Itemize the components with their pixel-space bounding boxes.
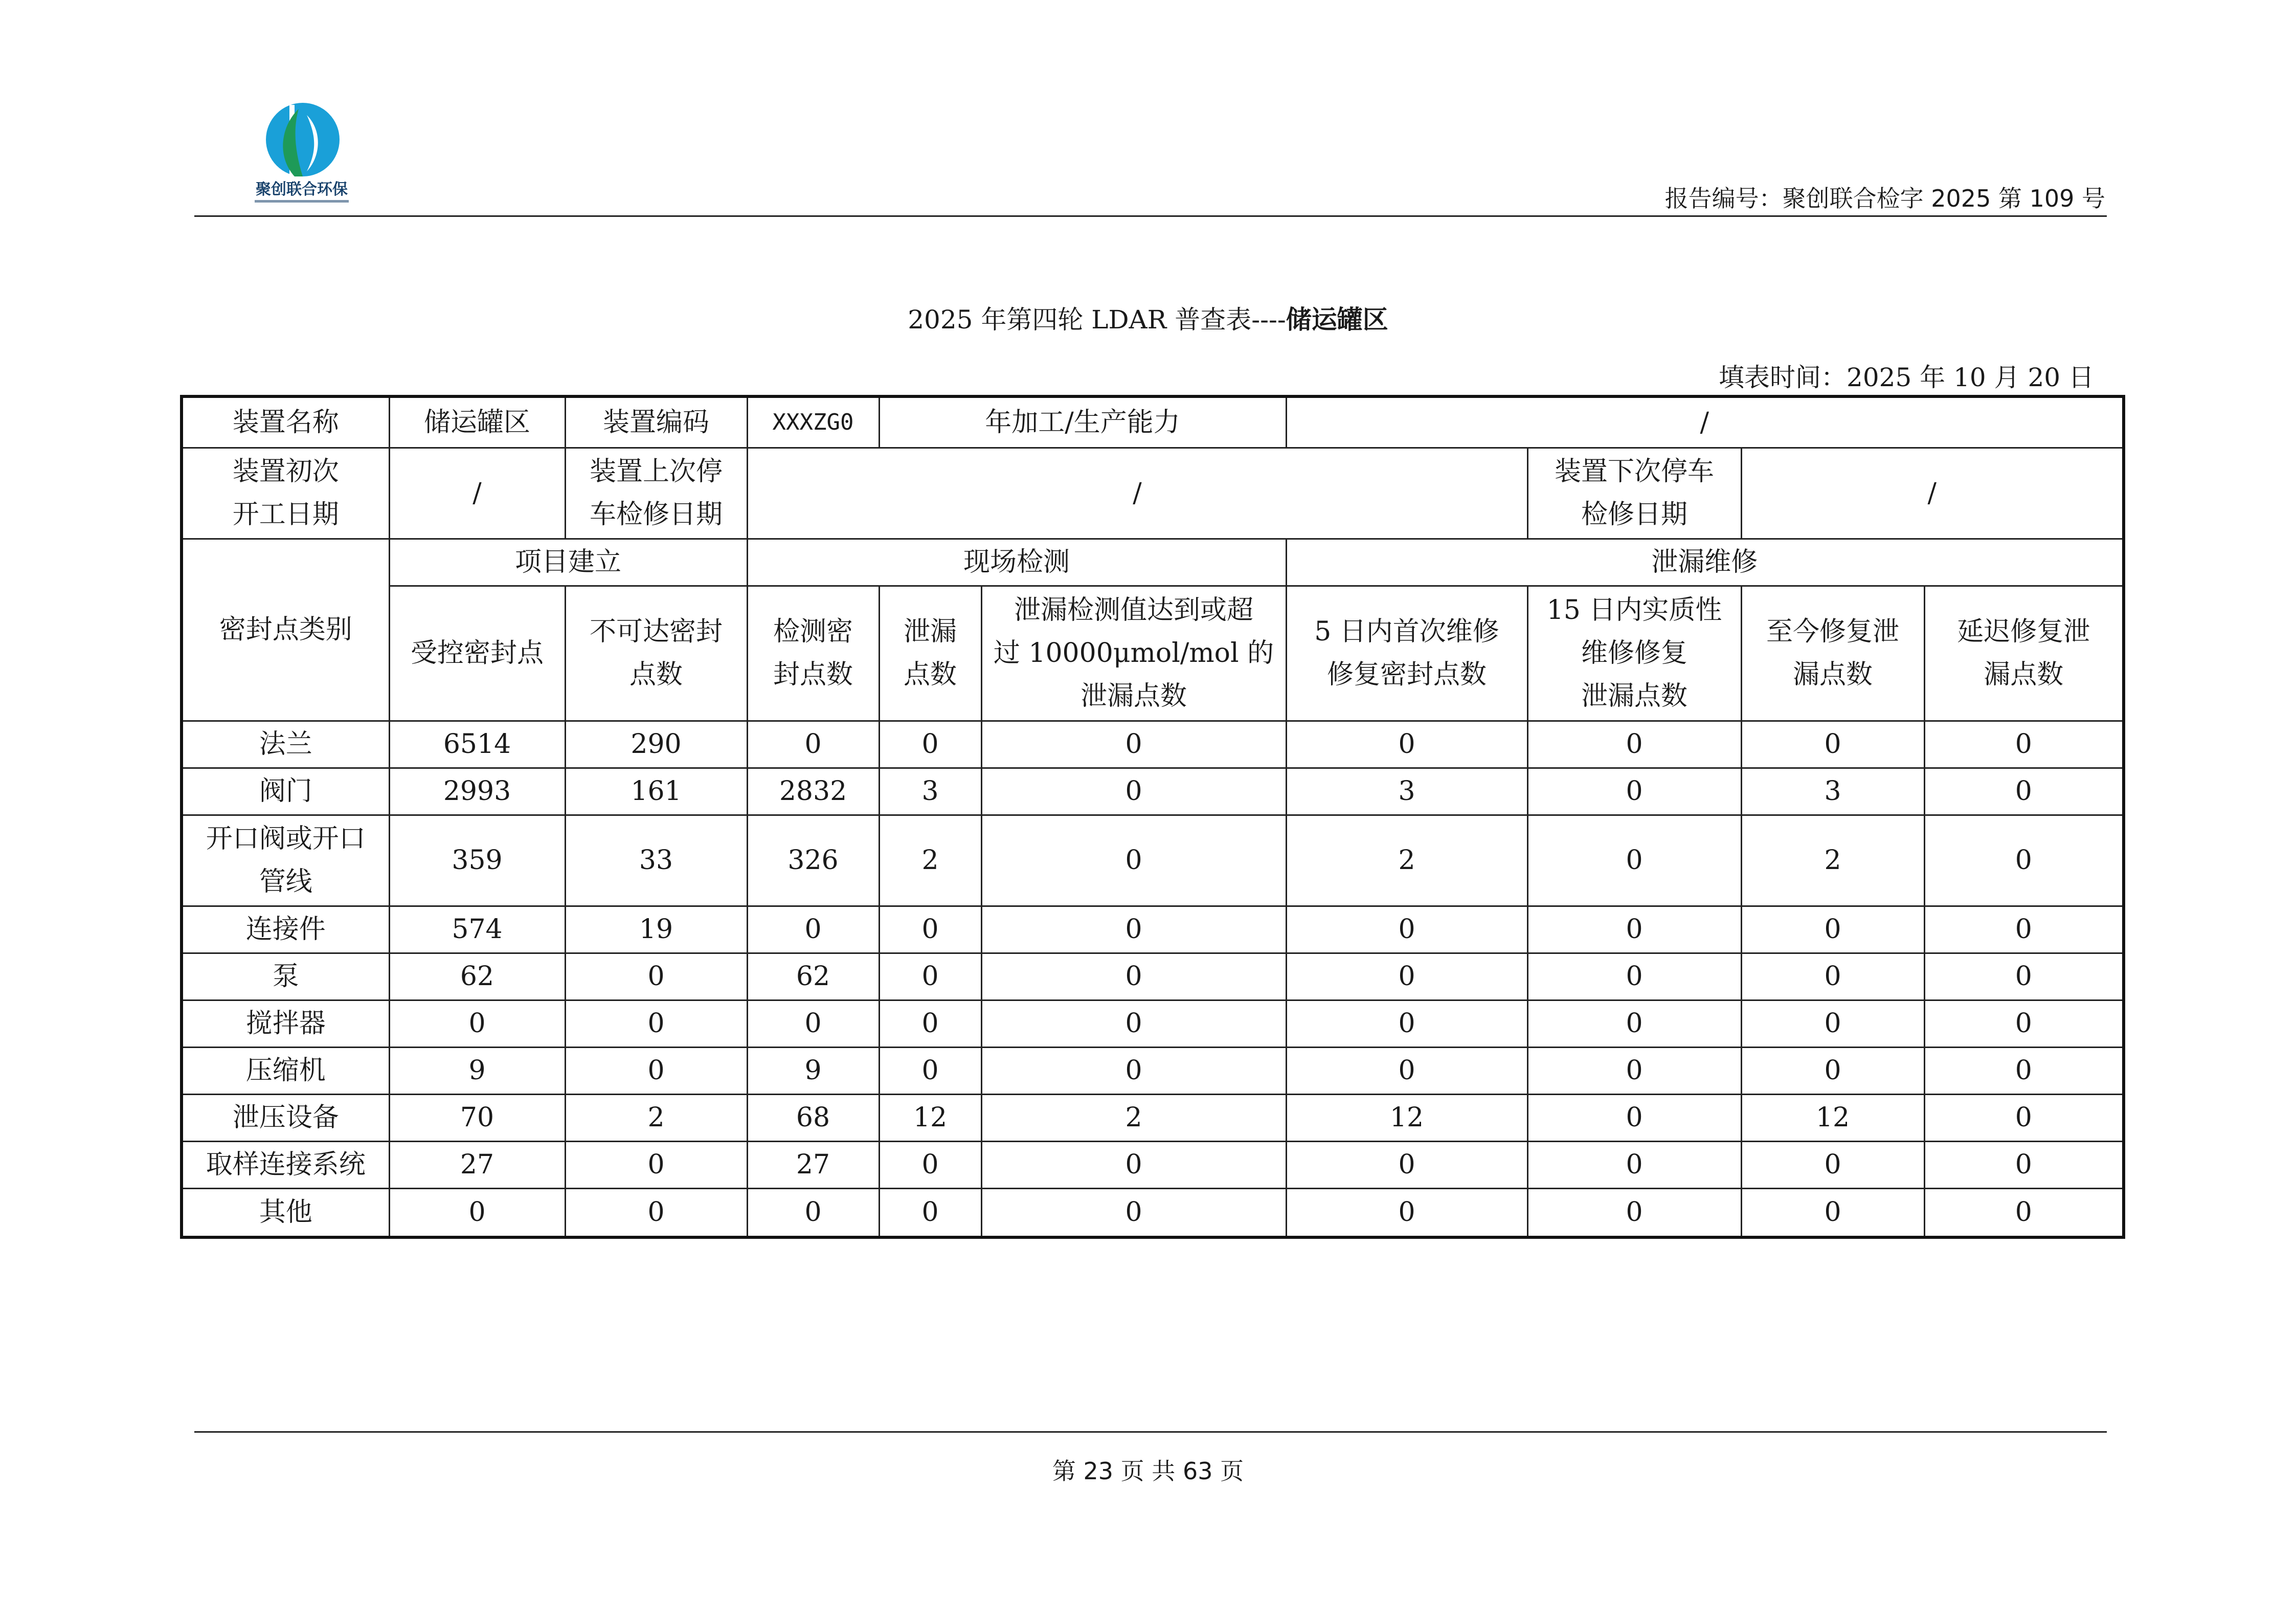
value-cell: 62 <box>747 953 879 1000</box>
col-controlled-points: 受控密封点 <box>389 586 565 721</box>
table-row <box>182 1141 2124 1188</box>
value-cell: 0 <box>981 1000 1286 1047</box>
value-cell: 0 <box>1741 953 1924 1000</box>
value-cell: 0 <box>1741 1141 1924 1188</box>
value-cell: 574 <box>389 906 565 953</box>
value-cell: 2 <box>1741 815 1924 906</box>
last-overhaul-label: 装置上次停 车检修日期 <box>565 448 747 539</box>
seal-type-cell: 取样连接系统 <box>182 1141 389 1188</box>
page-total: 63 <box>1182 1457 1213 1485</box>
col-repaired-to-date: 至今修复泄 漏点数 <box>1741 586 1924 721</box>
value-cell: 2 <box>879 815 981 906</box>
seal-type-cell: 泵 <box>182 953 389 1000</box>
value-cell: 0 <box>1527 1000 1741 1047</box>
page-number <box>0 1453 2296 1486</box>
page-suffix: 页 <box>1212 1457 1244 1485</box>
group-detection-header: 现场检测 <box>747 539 1286 586</box>
seal-type-cell: 搅拌器 <box>182 1000 389 1047</box>
page-middle: 页 共 <box>1113 1457 1183 1485</box>
ldar-survey-table <box>180 395 2125 1239</box>
seal-type-cell: 其他 <box>182 1188 389 1237</box>
title-area: 储运罐区 <box>1286 305 1388 335</box>
value-cell: 0 <box>565 1188 747 1237</box>
value-cell: 19 <box>565 906 747 953</box>
value-cell: 0 <box>981 953 1286 1000</box>
group-setup-header: 项目建立 <box>389 539 747 586</box>
value-cell: 0 <box>1741 1188 1924 1237</box>
col-leak-points: 泄漏 点数 <box>879 586 981 721</box>
value-cell: 0 <box>1924 906 2124 953</box>
first-start-label: 装置初次 开工日期 <box>182 448 389 539</box>
device-code-label: 装置编码 <box>565 396 747 448</box>
value-cell: 0 <box>1286 1000 1527 1047</box>
device-name-label: 装置名称 <box>182 396 389 448</box>
table-row <box>182 953 2124 1000</box>
value-cell: 0 <box>565 953 747 1000</box>
group-repair-header: 泄漏维修 <box>1286 539 2124 586</box>
page-prefix: 第 <box>1052 1457 1084 1485</box>
col-first-repair-5day: 5 日内首次维修 修复密封点数 <box>1286 586 1527 721</box>
value-cell: 0 <box>1924 768 2124 815</box>
last-overhaul-value: / <box>747 448 1527 539</box>
value-cell: 0 <box>981 906 1286 953</box>
col-delayed-repair: 延迟修复泄 漏点数 <box>1924 586 2124 721</box>
value-cell: 290 <box>565 721 747 768</box>
value-cell: 0 <box>389 1188 565 1237</box>
seal-type-cell: 泄压设备 <box>182 1094 389 1141</box>
document-title <box>0 299 2296 336</box>
value-cell: 12 <box>1741 1094 1924 1141</box>
value-cell: 0 <box>981 1141 1286 1188</box>
value-cell: 3 <box>879 768 981 815</box>
fill-time: 填表时间：2025 年 10 月 20 日 <box>1719 363 2094 392</box>
value-cell: 0 <box>1527 906 1741 953</box>
value-cell: 0 <box>1527 721 1741 768</box>
seal-type-cell: 阀门 <box>182 768 389 815</box>
value-cell: 9 <box>389 1047 565 1094</box>
value-cell: 27 <box>389 1141 565 1188</box>
value-cell: 0 <box>1741 721 1924 768</box>
title-main: 2025 年第四轮 LDAR 普查表---- <box>908 305 1286 335</box>
table-row <box>182 906 2124 953</box>
value-cell: 0 <box>879 953 981 1000</box>
value-cell: 0 <box>1527 1188 1741 1237</box>
value-cell: 0 <box>1527 1094 1741 1141</box>
value-cell: 3 <box>1741 768 1924 815</box>
value-cell: 0 <box>879 721 981 768</box>
value-cell: 0 <box>981 815 1286 906</box>
value-cell: 0 <box>1527 768 1741 815</box>
value-cell: 359 <box>389 815 565 906</box>
value-cell: 0 <box>1924 953 2124 1000</box>
table-row <box>182 1094 2124 1141</box>
group-header-row <box>182 539 2124 586</box>
value-cell: 0 <box>1527 1047 1741 1094</box>
value-cell: 0 <box>1527 953 1741 1000</box>
value-cell: 33 <box>565 815 747 906</box>
value-cell: 0 <box>879 1000 981 1047</box>
logo-emblem <box>266 103 340 176</box>
value-cell: 0 <box>879 1141 981 1188</box>
table-row <box>182 1188 2124 1237</box>
info-row-1 <box>182 396 2124 448</box>
value-cell: 0 <box>981 1188 1286 1237</box>
value-cell: 0 <box>879 906 981 953</box>
report-number: 报告编号：聚创联合检字 2025 第 109 号 <box>1664 185 2105 212</box>
device-code-value: XXXZG0 <box>747 396 879 448</box>
value-cell: 9 <box>747 1047 879 1094</box>
value-cell: 0 <box>565 1047 747 1094</box>
value-cell: 0 <box>1286 1047 1527 1094</box>
value-cell: 3 <box>1286 768 1527 815</box>
device-name-value: 储运罐区 <box>389 396 565 448</box>
footer-rule <box>194 1431 2107 1433</box>
value-cell: 0 <box>747 721 879 768</box>
column-header-row <box>182 586 2124 721</box>
value-cell: 0 <box>1924 1141 2124 1188</box>
value-cell: 68 <box>747 1094 879 1141</box>
value-cell: 161 <box>565 768 747 815</box>
col-over-threshold-points: 泄漏检测值达到或超 过 10000μmol/mol 的 泄漏点数 <box>981 586 1286 721</box>
value-cell: 62 <box>389 953 565 1000</box>
value-cell: 0 <box>1924 721 2124 768</box>
value-cell: 326 <box>747 815 879 906</box>
value-cell: 12 <box>1286 1094 1527 1141</box>
value-cell: 70 <box>389 1094 565 1141</box>
table-row <box>182 1047 2124 1094</box>
value-cell: 0 <box>747 906 879 953</box>
value-cell: 0 <box>1527 1141 1741 1188</box>
value-cell: 0 <box>981 721 1286 768</box>
col-substantial-repair-15day: 15 日内实质性 维修修复 泄漏点数 <box>1527 586 1741 721</box>
value-cell: 0 <box>1924 1094 2124 1141</box>
col-detected-points: 检测密 封点数 <box>747 586 879 721</box>
value-cell: 0 <box>747 1000 879 1047</box>
value-cell: 0 <box>389 1000 565 1047</box>
value-cell: 0 <box>1286 906 1527 953</box>
seal-type-cell: 开口阀或开口 管线 <box>182 815 389 906</box>
value-cell: 0 <box>1924 1188 2124 1237</box>
table-row <box>182 815 2124 906</box>
value-cell: 2993 <box>389 768 565 815</box>
table-row <box>182 721 2124 768</box>
page-current: 23 <box>1083 1457 1114 1485</box>
info-row-2 <box>182 448 2124 539</box>
value-cell: 2 <box>1286 815 1527 906</box>
value-cell: 2 <box>981 1094 1286 1141</box>
logo-subtext-line <box>255 200 349 203</box>
header-rule <box>194 215 2107 217</box>
value-cell: 0 <box>1286 721 1527 768</box>
value-cell: 0 <box>879 1047 981 1094</box>
value-cell: 6514 <box>389 721 565 768</box>
seal-type-cell: 法兰 <box>182 721 389 768</box>
value-cell: 27 <box>747 1141 879 1188</box>
capacity-value: / <box>1286 396 2124 448</box>
seal-type-cell: 压缩机 <box>182 1047 389 1094</box>
value-cell: 0 <box>747 1188 879 1237</box>
value-cell: 12 <box>879 1094 981 1141</box>
value-cell: 0 <box>1741 1000 1924 1047</box>
first-start-value: / <box>389 448 565 539</box>
table-row <box>182 768 2124 815</box>
value-cell: 0 <box>1924 1047 2124 1094</box>
value-cell: 0 <box>1286 953 1527 1000</box>
logo-brand-text: 聚创联合环保 <box>256 181 348 198</box>
value-cell: 0 <box>981 1047 1286 1094</box>
company-logo <box>245 100 358 210</box>
seal-type-header: 密封点类别 <box>182 539 389 721</box>
next-overhaul-label: 装置下次停车 检修日期 <box>1527 448 1741 539</box>
value-cell: 0 <box>1286 1188 1527 1237</box>
value-cell: 0 <box>1741 906 1924 953</box>
value-cell: 0 <box>879 1188 981 1237</box>
seal-type-cell: 连接件 <box>182 906 389 953</box>
value-cell: 0 <box>565 1000 747 1047</box>
value-cell: 0 <box>1527 815 1741 906</box>
next-overhaul-value: / <box>1741 448 2124 539</box>
value-cell: 0 <box>565 1141 747 1188</box>
value-cell: 0 <box>1286 1141 1527 1188</box>
capacity-label: 年加工/生产能力 <box>879 396 1286 448</box>
table-row <box>182 1000 2124 1047</box>
value-cell: 0 <box>1924 1000 2124 1047</box>
value-cell: 0 <box>981 768 1286 815</box>
value-cell: 2832 <box>747 768 879 815</box>
col-unreachable-points: 不可达密封 点数 <box>565 586 747 721</box>
value-cell: 2 <box>565 1094 747 1141</box>
value-cell: 0 <box>1741 1047 1924 1094</box>
value-cell: 0 <box>1924 815 2124 906</box>
